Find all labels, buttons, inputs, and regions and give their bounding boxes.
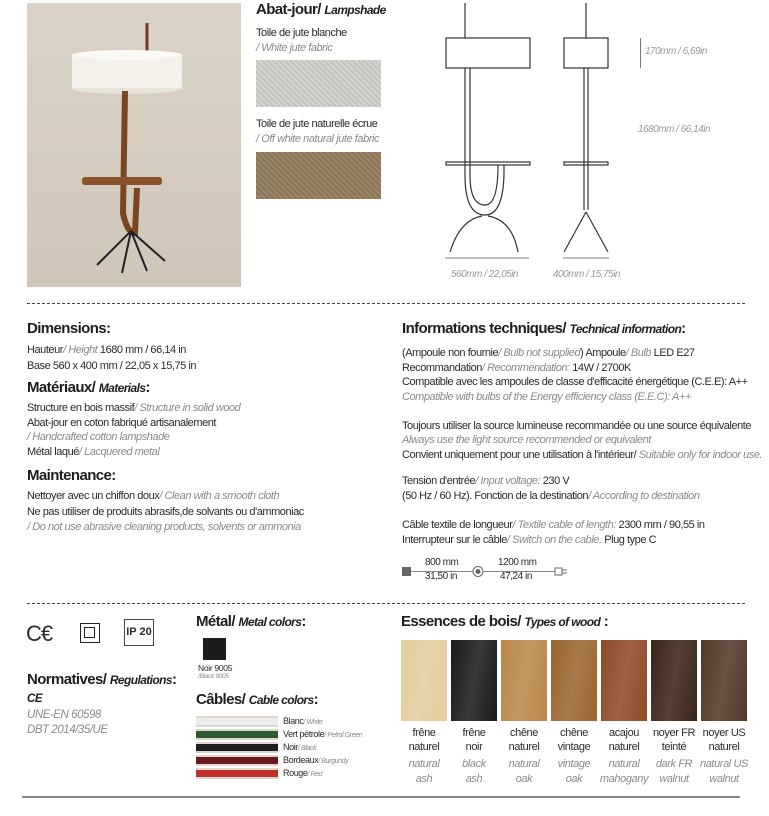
shade-height-label: 170mm / 6,69in [645, 46, 707, 57]
wood-name-en: oak [515, 773, 533, 785]
regulations-title: Normatives/ Regulations: [27, 671, 177, 688]
cables-title: Câbles/ Cable colors: [196, 691, 318, 708]
technical-info: (Ampoule non fournie/ Bulb not supplied) Ampoule/ Bulb LED E27 Recommandation/ Recommendation: 14W / 2700K Compatible avec les ampoules de classe d'efficacité énergétique (C.E.E): A++ Compatible with bulbs of the Energy efficiency class (E.E.C): A++ Toujours utiliser la source lumineuse recommandée ou une source équivalente Always use the light source recommended or equivalent Convient uniquement pour une utilisation à l'intérieur/ Suitable only for indoor use. Tension d'entrée/ Input voltage: 230 V (50 Hz / 60 Hz). Fonction de la destination/ According to destination Câble textile de longueur/ Textile cable of length: 2300 mm / 90,55 in Interrupteur sur le câble/ Switch on the cable. Plug type C [402, 347, 763, 546]
divider [27, 303, 745, 304]
dimensions-height: Hauteur/ Height 1680 mm / 66,14 in [27, 344, 186, 356]
cable-swatch-black[interactable] [196, 742, 278, 753]
wood-label [549, 726, 599, 787]
materials-title: Matériaux/ Materials: [27, 379, 150, 396]
wood-name-fr: frêne [462, 727, 486, 739]
maintenance-title: Maintenance: [27, 467, 116, 484]
wood-swatch[interactable] [501, 640, 547, 721]
bottom-rule [22, 796, 740, 798]
wood-name-fr: teinté [661, 741, 687, 753]
wood-name-fr: acajou [608, 727, 639, 739]
wood-name-en: natural [608, 758, 640, 770]
cable-swatch-white[interactable] [196, 716, 278, 727]
wood-label [699, 726, 749, 787]
segment-2-mm: 1200 mm [498, 557, 537, 568]
wood-label [449, 726, 499, 787]
lampshade-title: Abat-jour/ Lampshade [256, 1, 386, 18]
dimensions-title: Dimensions: [27, 320, 111, 337]
wood-name-en: ash [465, 773, 483, 785]
total-height-label: 1680mm / 66,14in [638, 124, 711, 135]
wood-name-fr: naturel [508, 741, 540, 753]
lampshade-option-1: Toile de jute blanche / White jute fabric [256, 27, 347, 54]
wood-name-fr: chêne [560, 727, 588, 739]
divider [27, 603, 745, 604]
wood-name-fr: naturel [608, 741, 640, 753]
wood-name-en: walnut [709, 773, 739, 785]
woods-title: Essences de bois/ Types of wood : [401, 613, 609, 630]
cable-label: Blanc/ White [283, 716, 323, 726]
wood-swatch[interactable] [551, 640, 597, 721]
wood-name-en: mahogany [599, 773, 649, 785]
ce-mark-icon: C€ [26, 621, 53, 646]
wood-name-en: vintage [557, 758, 591, 770]
wood-name-en: natural [508, 758, 540, 770]
product-photo [27, 3, 241, 287]
cable-swatch-green[interactable] [196, 729, 278, 740]
metal-title: Métal/ Metal colors: [196, 613, 306, 630]
technical-drawing [430, 0, 630, 270]
cable-swatch-burgundy[interactable] [196, 755, 278, 766]
wood-name-en: natural US [700, 758, 748, 770]
segment-1-mm: 800 mm [425, 557, 459, 568]
white-jute-swatch[interactable] [256, 60, 381, 107]
wood-label [499, 726, 549, 787]
regulations-list: CE UNE-EN 60598 DBT 2014/35/UE [27, 693, 108, 736]
segment-2-in: 47,24 in [500, 571, 532, 582]
cable-label: Noir/ Black [283, 742, 317, 752]
wood-swatch[interactable] [451, 640, 497, 721]
wood-name-en: black [462, 758, 486, 770]
wood-swatch[interactable] [601, 640, 647, 721]
wood-label [399, 726, 449, 787]
cable-label: Vert pétrole/ Petrol Green [283, 729, 363, 739]
maintenance-list: Nettoyer avec un chiffon doux/ Clean with a smooth cloth Ne pas utiliser de produits abrasifs,de solvants ou d'ammoniac / Do not use abrasive cleaning products, solvents or ammonia [27, 490, 304, 533]
wood-name-en: natural [408, 758, 440, 770]
cable-label: Rouge/ Red [283, 768, 323, 778]
side-width-label: 400mm / 15,75in [553, 269, 620, 280]
metal-name: Noir 9005 /Black 9005 [198, 663, 233, 680]
wood-label [649, 726, 699, 787]
wood-name-fr: noyer US [702, 727, 746, 739]
segment-1-in: 31,50 in [425, 571, 457, 582]
wood-label [599, 726, 649, 787]
wood-name-fr: noyer FR [652, 727, 696, 739]
metal-swatch-black[interactable] [203, 638, 226, 660]
dimensions-base: Base 560 x 400 mm / 22,05 x 15,75 in [27, 360, 197, 372]
wood-name-fr: vintage [557, 741, 591, 753]
wood-name-en: walnut [659, 773, 689, 785]
wood-name-en: dark FR [655, 758, 693, 770]
technical-title: Informations techniques/ Technical information: [402, 320, 686, 337]
wood-name-en: oak [565, 773, 583, 785]
wood-name-fr: frêne [412, 727, 436, 739]
front-width-label: 560mm / 22,05in [451, 269, 518, 280]
lampshade-option-2: Toile de jute naturelle écrue / Off white natural jute fabric [256, 118, 380, 145]
wood-name-fr: naturel [708, 741, 740, 753]
cable-label: Bordeaux/ Burgundy [283, 755, 349, 765]
wood-swatch[interactable] [651, 640, 697, 721]
natural-jute-swatch[interactable] [256, 152, 381, 199]
floor-lamp-image [27, 3, 241, 287]
wood-name-fr: noir [465, 741, 483, 753]
wood-name-fr: naturel [408, 741, 440, 753]
wood-name-en: ash [415, 773, 433, 785]
ip-rating-badge: IP 20 [124, 619, 154, 646]
materials-list: Structure en bois massif/ Structure in solid wood Abat-jour en coton fabriqué artisanalement / Handcrafted cotton lampshade Métal laqué/ Lacquered metal [27, 402, 241, 458]
wood-name-fr: chêne [510, 727, 538, 739]
wood-swatch[interactable] [401, 640, 447, 721]
class-ii-icon [80, 623, 100, 643]
wood-swatch[interactable] [701, 640, 747, 721]
cable-swatch-red[interactable] [196, 768, 278, 779]
